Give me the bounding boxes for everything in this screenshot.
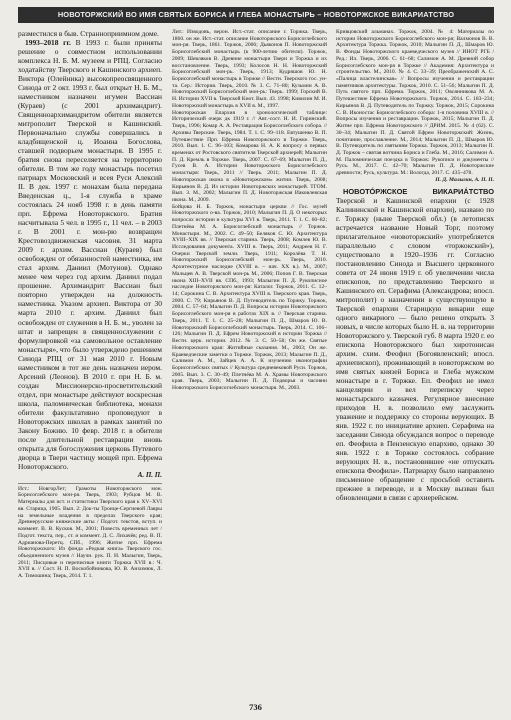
divider	[18, 483, 162, 484]
section-text: В 1993 г. были приняты решение о совместном использовании комплекса Н. Б. М. музеем и РПЦ. Согласно ходатайству Тверского и Кашинского архиеп. Виктора (Олейника) высокопреосвященного Синода от 2 окт. 1993 г. был открыт Н. Б. М., наместником назначен игумен Вассиан (Кураев) (с 2001 архимандрит). Священноархимандритом обители является митрополит Тверской и Кашинский. Первоначально службы совершались в кладбищенской ц. Иоанна Богослова, ставшей подворьем монастыря. В 1995 г. братия снова переселяется на территорию обители. В том же году монастырь посетил патриарх Московский и всея Руси Алексий II. В дек. 1997 г. монахам была передана Введенская ц., 1-я служба в храме состоялась 24 нояб 1998 г. в день памяти прп. Ефрема Новоторжского. Братия насчитывала 5 чел. в 1995 г., 11 чел. – в 2003 г. В 2001 г. мон-рю возвращен Крестовоздвиженская часовня. 31 марта 2009 г. архим. Вассиан (Кураев) был освобожден от обязанностей наместника, им стал архим. Даниил (Мотунов). Однако менее чем через год архим. Даниил подал прошение. Архимандрит Вассиан был повторно утвержден на должность наместника. Указом архиеп. Виктора от 30 марта 2010 г. архим. Даниил был освобожден от служения в Н. Б. м., уволен за штат и запрещен в священнослужении с формулировкой «за самовольное оставление монастыря», что было утверждено решением Синода РПЦ от 31 мая 2010 г. Новым наместником в тот же день назначен иером. Арсений (Леонов). В 2010 г. при Н. Б. м. создан Миссионерско-просветительский отдел, при монастыре действуют воскресная школа, паломническая библиотека, монахи обители факультативно проповедуют в Новоторжских школах в рамках занятий по Закону Божию. 10 февр. 2018 г. в обители после длительной реставрации вновь открыта для богослужения церковь Путевого дворца в Твери частицу мощей прп. Ефрема Новоторжского.	[18, 38, 162, 471]
entry-text: Тверской и Кашинской епархии (с 1928 Калининской и Кашинской епархии), названо по г. Торжку (ныне Тверской обл.) (в летописях встречается название Новый Торг, поэтому прилагательное «новоторжский» употребляется параллельно с словом «торжокский»), существовало в 1920–1936 гг. Согласно постановлению Синода и Высшего церковного совета от 24 июня 1919 г. об увеличении числа епископов, по представлению Тверского и Кашинского еп. Серафима (Александрова; впосл. митрополит) о назначении в существующую в Тверской епархии Старицкую викарии еще одного викарного — было решено открыть 3 новых, в числе которых было Н. в. на территории Новоторжского у. Тверской губ. 8 марта 1920 г. ео епископа Новоторжского был хиротонисан архим. схим. Феофил (Богоявленский; впосл. архиепископ), проживающий в новоторжском во имя святых князей Бориса и Глеба мужском монастыре в г. Торжке. Еп. Феофил не имел канцелярии и вел переписку через монастырского казначея. Регулярное внесение приходов Н. в. позволило ему заслужить уважение и поддержку со стороны верующих. В янв. 1922 г. по инициативе архиеп. Серафима на заседании Синода обсуждался вопрос о переводе еп. Феофила в Пензенскую епархию, однако 30 янв. 1922 г. в Торжке состоялось собрание верующих Н. в., постановившее «не отпускать епископа Феофила». Патриарху было направлено письменное обращение с просьбой оставить прежнее в переводе, и в Москву вызван был обновленцами в связи с архиерейском.	[336, 195, 494, 503]
literature-block-1: Лит.: Изводовъ, верон. Ист.-стат. описание г. Торжка. Тверь, 1860. он же. Ист.-стат. описание Новоторжского Борисоглебского мон-ря. Тверь, 1861. Торжок, 2006; Дьяконов П. Новоторжский Борисоглебский монастырь (к 900-летию обители). Торжок, 2009; Шевляков В. Древние монастыри Твери и Торжка и их восстановление. Тверь, 1993; Колосов Н. Н. Новоторжский Борисоглебский мон-рь. Тверь, 1913; Кудряшов Ю. Н. Борисоглебский монастырь в Торжке // Вестн. Тверского гос. ун-та. Сер.: История. Тверь, 2010. № 3. С. 71–80; Кузьмин А. В. Новоторжский Борисоглебский мон-рь: Тверь. 1999; Горский В. Н. Истории XVII в. Тверской Кнот. Вып. 43. 1998; Кивилин М. И. Новоторжский монастырь в XVII в. М., 1997.	[172, 29, 327, 109]
paragraph-intro: разместился в быв. Странноприимном доме.	[18, 29, 159, 38]
column-3	[336, 29, 494, 693]
column-1	[18, 29, 162, 693]
article-author-signature: А. П. П.	[137, 470, 162, 479]
column-2	[172, 29, 327, 693]
paragraph-1993-2018	[18, 38, 162, 471]
sources-block: Ист.: НовгорЛет; Грамоты Новоторжского мон. Борисоглебского мон-ря. Тверь, 1903; Рубцов М. В. Материалы для ист. и статистики Тверского края к XV–XVI вв. Старица, 1905. Вып. 2: Док-ты Троице-Сергиевой Лавры на земельные владения в пределах Тверского края; Древнерусские княжеские акты / Подгот. текстов, вступ. и коммент. В. В. Кусков. М., 2001; Повесть временных лет / Подгот. текста, пер., ст. и коммент. Д. С. Лихачёв; ред. В. П. Адрианова-Перетц. СПб., 1996; Житие прп. Ефрема Новоторжского: Из фонда «Редкая книга» Тверского гос. объединенного музея // Научн. рук. П. И. Малыгин, Тверь, 2011; Писцовые и переписные книги Торжка XVII в.: Ч. XVII в. // Сост. Н. П. Воскобойникова, Ю. В. Анхимюк, Л. А. Тимошина; Тверь, 2014. Т. 1.	[18, 485, 162, 580]
literature-block-3: Бойцова Н. Б. Торжок, монастыри церкви // Гос. музей Новоторжского о-ва. Торжок, 2010; Малыгин П. Д. О некоторых вопросах истории и культуры XVI в. Тверь, 2011. Т. 1. С. 60–82; Плетнёва М. А. Борисоглебский монастырь // Торжок. Монастыри. М., 2002. С. 49–50; Беляков С. Ю. Архитектура XVIII–XIX вв. // Тверская старина. Тверь, 2008; Комлев Ю. В. Исследования документа. XVIII в. Тверь, 2011; Андреев Н. Г. Очерки Тверской земли. Тверь, 1911; Королёва Т. Н. Новоторжский Борисоглебский мон-рь. Тверь, 2010. Архитектурное наследие (XVIII в. – нач. XX в.). М., 2007; Мальцев А. В. Тверской мон-рь М., 2006; Попов Г. В. Тверская икона XIII–XVII вв. СПб., 1993; Малыгин П. Д. Рукописное наследие Новоторжского мон-ря: Каталог. Торжок, 2011. С. 12–14; Сорокина С. В. Архитектура XVIII в. Тверского края. Тверь, 2000. С. 79; Кирьянов В. Д. Путеводитель по Торжку. Торжок, 2004. С. 57–64; Малыгин П. Д. Вопросы истории Новоторжского Борисоглебского мон-ря в работах XIX в. // Тверская старина. Тверь, 2011. Т. 1. С. 25–28; Малыгин П. Д., Шмаров Ю. В. Новоторжский Борисоглебский монастырь. Тверь, 2014. С. 106–126; Малыгин П. Д. Ефрем Новоторжский в истории Торжка // Вестн. церк. истории. 2012. № 3. С. 50–58; Он же. Святые Новоторжского края: Житийные сказания. М., 2003; Он же. Краеведческие заметки о Торжке. Торжок, 2013; Малыгин П. Д., Салимон А. М., Зайцев А. А. К изучению иконографии Борисоглебских святых // Культура средневековой Руси. Торжок, 2005. Вып. 3. С. 30–49; Плетнёва М. А. Храмы Новоторжского края. Тверь, 2003; Малыгин П. Д. Подворья и часовни Новоторжского Борисоглебского монастыря. М., 2003.	[172, 203, 327, 392]
page-number: 736	[249, 702, 262, 712]
literature-block-2: Новоторжская Епархия в хронологической таблице: Исторический очерк дк 1919 г. // Авт.-сост. Н. И. Гиринский. Тверь, 1996; Комар А. А. Реставрация Борисоглебского собора. // Архивы Тверские. Тверь, 1984. Т. 1. С. 99–118. Евтушенко В. П. Путешествие Прп. Ефрема Новоторжского в Торжке. Тверь, 2010. Вып. 1. С. 96–103; Комарова Н. А. К вопросу о первых временах от Ростовского святителя Тверской архиерей; Малыгин П. Д. Кремль в Торжке. Тверь, 2007. С. 67–69; Малыгин П. Д., Гусев В. А. Истории Новоторжского Борисоглебского монастыря: Тверь, 2011 // Тверь. 2011; Малыгин П. Д. Новоторжская икона в «Новоторжском» житии. Тверь, 2008; Кирьянов В. Д. Из истории Новоторжских монастырей. ТГОМ. Вып. 3. М., 2002; Малыгин П. Д. Новоторжская Иаковлевская икона. М., 2009.	[172, 109, 327, 203]
literature-authors: П. Д. Малыгин, А. П. П.	[435, 176, 494, 183]
entry-novotorzhskoe-vikariatstvo	[336, 187, 494, 503]
literature-block-continued: Кривцовский альманах. Торжок, 2004. № 4: Материалы по истории Новоторжского Борисоглебского мон-ря; Валмонов В. В. Архитектура Торжка. Торжок, 2010; Малыгин П. Д., Шмаров Ю. В. Фонды Новоторжского краеведческого музея // ИНОТ РГБ / Ред.: Ил. Тверь, 2006. С. 61–68; Салимон А. М. Древний собор Борисоглебского мон-ря в Торжке // Академия: Архитектура и строительство. М., 2010. № 4. С. 33–39; Преображенский А. С. «Палица властелинская» // Вопросы изучения и реставрации памятников архитектуры. Торжок, 2010. С. 51–56; Малыгин П. Д. Путь святого прп. Ефрема. Торжок, 2011; Овсянникова М. А. Путешествие Ефрема Новоторжского. Торжок, 2014. С. 183–234; Кирьянов В. Д. Путеводитель по Торжку. Торжок, 2015; Сорокина С. В. Иконостас Борисоглебского собора: 1-я половина XVIII в. // Вопросы изучения и реставрации. Торжок, 2015; Малыгин П. Д. Житие прп. Ефрема Новоторжского // ДРИМ. 2015. № 4 (62). С. 30–34; Малыгин П. Д. Святой Ефрем Новоторжский: Жизнь, почитание, прославление. М., 2014; Малыгин П. Д., Шмаров Ю. В. Путеводитель по святыням Торжка. Торжок, 2013; Малыгин П. Д. Торжок – святая вотчина Бориса и Глеба. М., 2016; Салимон А. М. Паломническая поездка в Торжок: Рукописи и документы // Русь. М., 2017. С. 42–70; Малыгин П. Д. Новоторжские древности; Русь, культура. М.: Вологда, 2017. С. 435–478.	[336, 29, 494, 177]
section-heading-years: 1993–2018 гг.	[25, 38, 71, 48]
running-header: НОВОТОРЖСКИЙ ВО ИМЯ СВЯТЫХ БОРИСА И ГЛЕБА МОНАСТЫРЬ – НОВОТОРЖСКОЕ ВИКАРИАТСТВО	[18, 7, 494, 23]
entry-headword: НОВОТО́РЖСКОЕ ВИКАРИА́ТСТВО	[343, 186, 494, 196]
